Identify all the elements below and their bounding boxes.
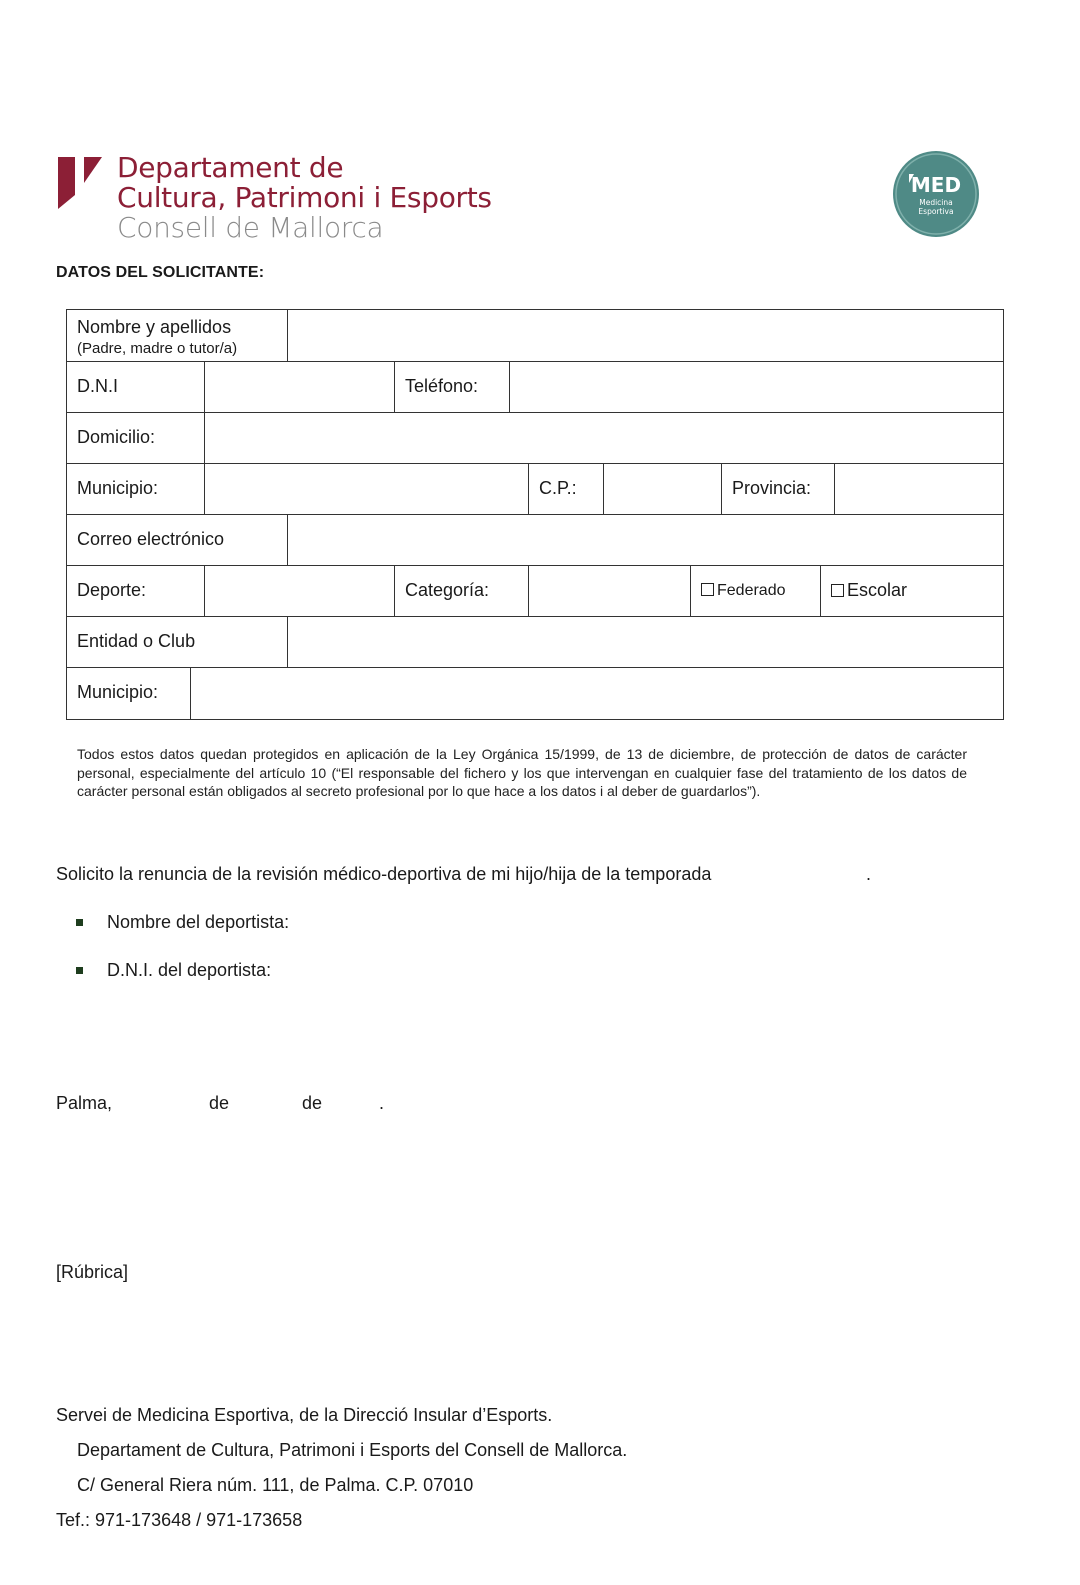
form-row-domicilio — [67, 412, 1003, 464]
privacy-notice: Todos estos datos quedan protegidos en aplicación de la Ley Orgánica 15/1999, de 13 de diciembre, de protección de datos de carácter personal, especialmente del artículo 10 (“El responsable del fichero y los que intervengan en cualquier fase del tratamiento de los datos de carácter personal están obligados al secreto profesional por lo que hace a los datos i al deber de guardarlos”). — [77, 746, 967, 799]
form-row-deporte — [67, 565, 1003, 617]
bullet-square-icon — [76, 967, 83, 974]
dni-label: D.N.I — [77, 376, 119, 396]
deporte-label: Deporte: — [77, 580, 147, 600]
section-title: DATOS DEL SOLICITANTE: — [56, 264, 265, 281]
domicilio-label-cell — [67, 412, 205, 463]
escolar-label: Escolar — [847, 580, 908, 600]
municipio-label: Municipio: — [77, 478, 159, 498]
date-de-2: de — [302, 1093, 323, 1113]
bullet-square-icon — [76, 919, 83, 926]
telefono-label: Teléfono: — [405, 376, 479, 396]
correo-label-cell — [67, 514, 288, 565]
nombre-sublabel: (Padre, madre o tutor/a) — [77, 340, 238, 357]
footer-line2: Departament de Cultura, Patrimoni i Esports del Consell de Mallorca. — [77, 1440, 628, 1460]
federado-checkbox[interactable] — [701, 583, 714, 596]
entidad-input[interactable] — [288, 616, 1003, 667]
provincia-label: Provincia: — [732, 478, 812, 498]
department-name-line2: Cultura, Patrimoni i Esports — [117, 181, 492, 214]
med-badge-line1: Medicina — [919, 198, 953, 207]
consell-name: Consell de Mallorca — [117, 211, 384, 244]
correo-label: Correo electrónico — [77, 529, 225, 549]
dni-label-cell — [67, 361, 205, 412]
dni-input[interactable] — [205, 361, 395, 412]
cp-input[interactable] — [604, 463, 722, 514]
escolar-checkbox[interactable] — [831, 584, 844, 597]
med-badge-line2: Esportiva — [918, 207, 954, 216]
nombre-label: Nombre y apellidos — [77, 317, 232, 337]
date-city: Palma, — [56, 1093, 113, 1113]
form-row-municipio — [67, 463, 1003, 515]
applicant-form — [66, 309, 1004, 720]
provincia-label-cell — [722, 463, 835, 514]
med-badge-text: MED — [910, 173, 962, 197]
federado-option[interactable] — [691, 565, 821, 616]
cp-label-cell — [529, 463, 604, 514]
bullet-nombre-deportista — [76, 912, 289, 933]
form-row-nombre — [67, 310, 1003, 362]
nombre-label-cell — [67, 310, 288, 361]
form-row-municipio2 — [67, 667, 1003, 719]
footer-line1: Servei de Medicina Esportiva, de la Direcció Insular d’Esports. — [56, 1405, 553, 1425]
municipio-input[interactable] — [205, 463, 529, 514]
date-de-1: de — [209, 1093, 230, 1113]
nombre-input[interactable] — [288, 310, 1003, 361]
footer-line3: C/ General Riera núm. 111, de Palma. C.P. 07010 — [77, 1475, 474, 1495]
federado-label: Federado — [717, 582, 786, 599]
signature-placeholder: [Rúbrica] — [56, 1262, 129, 1282]
entidad-label: Entidad o Club — [77, 631, 196, 651]
bullet-dni-deportista — [76, 960, 271, 981]
form-row-dni — [67, 361, 1003, 413]
categoria-label-cell — [395, 565, 529, 616]
domicilio-label: Domicilio: — [77, 427, 156, 447]
cp-label: C.P.: — [539, 478, 577, 498]
categoria-label: Categoría: — [405, 580, 490, 600]
entidad-label-cell — [67, 616, 288, 667]
municipio2-input[interactable] — [191, 667, 1003, 719]
dni-deportista-label: D.N.I. del deportista: — [107, 960, 272, 980]
request-text: Solicito la renuncia de la revisión médico-deportiva de mi hijo/hija de la temporada — [56, 864, 712, 884]
form-row-correo — [67, 514, 1003, 566]
consell-logo-icon — [58, 157, 104, 209]
deporte-label-cell — [67, 565, 205, 616]
med-badge-logo-icon — [892, 150, 980, 238]
request-period: . — [866, 864, 872, 884]
escolar-option[interactable] — [821, 565, 1003, 616]
categoria-input[interactable] — [529, 565, 691, 616]
telefono-input[interactable] — [510, 361, 1003, 412]
date-end: . — [379, 1093, 385, 1113]
provincia-input[interactable] — [835, 463, 1003, 514]
department-name-line1: Departament de — [117, 151, 344, 184]
correo-input[interactable] — [288, 514, 1003, 565]
municipio2-label: Municipio: — [77, 682, 159, 702]
nombre-deportista-label: Nombre del deportista: — [107, 912, 290, 932]
form-row-entidad — [67, 616, 1003, 668]
municipio-label-cell — [67, 463, 205, 514]
municipio2-label-cell — [67, 667, 191, 719]
footer-line4: Tef.: 971-173648 / 971-173658 — [56, 1510, 303, 1530]
domicilio-input[interactable] — [205, 412, 1003, 463]
deporte-input[interactable] — [205, 565, 395, 616]
telefono-label-cell — [395, 361, 510, 412]
